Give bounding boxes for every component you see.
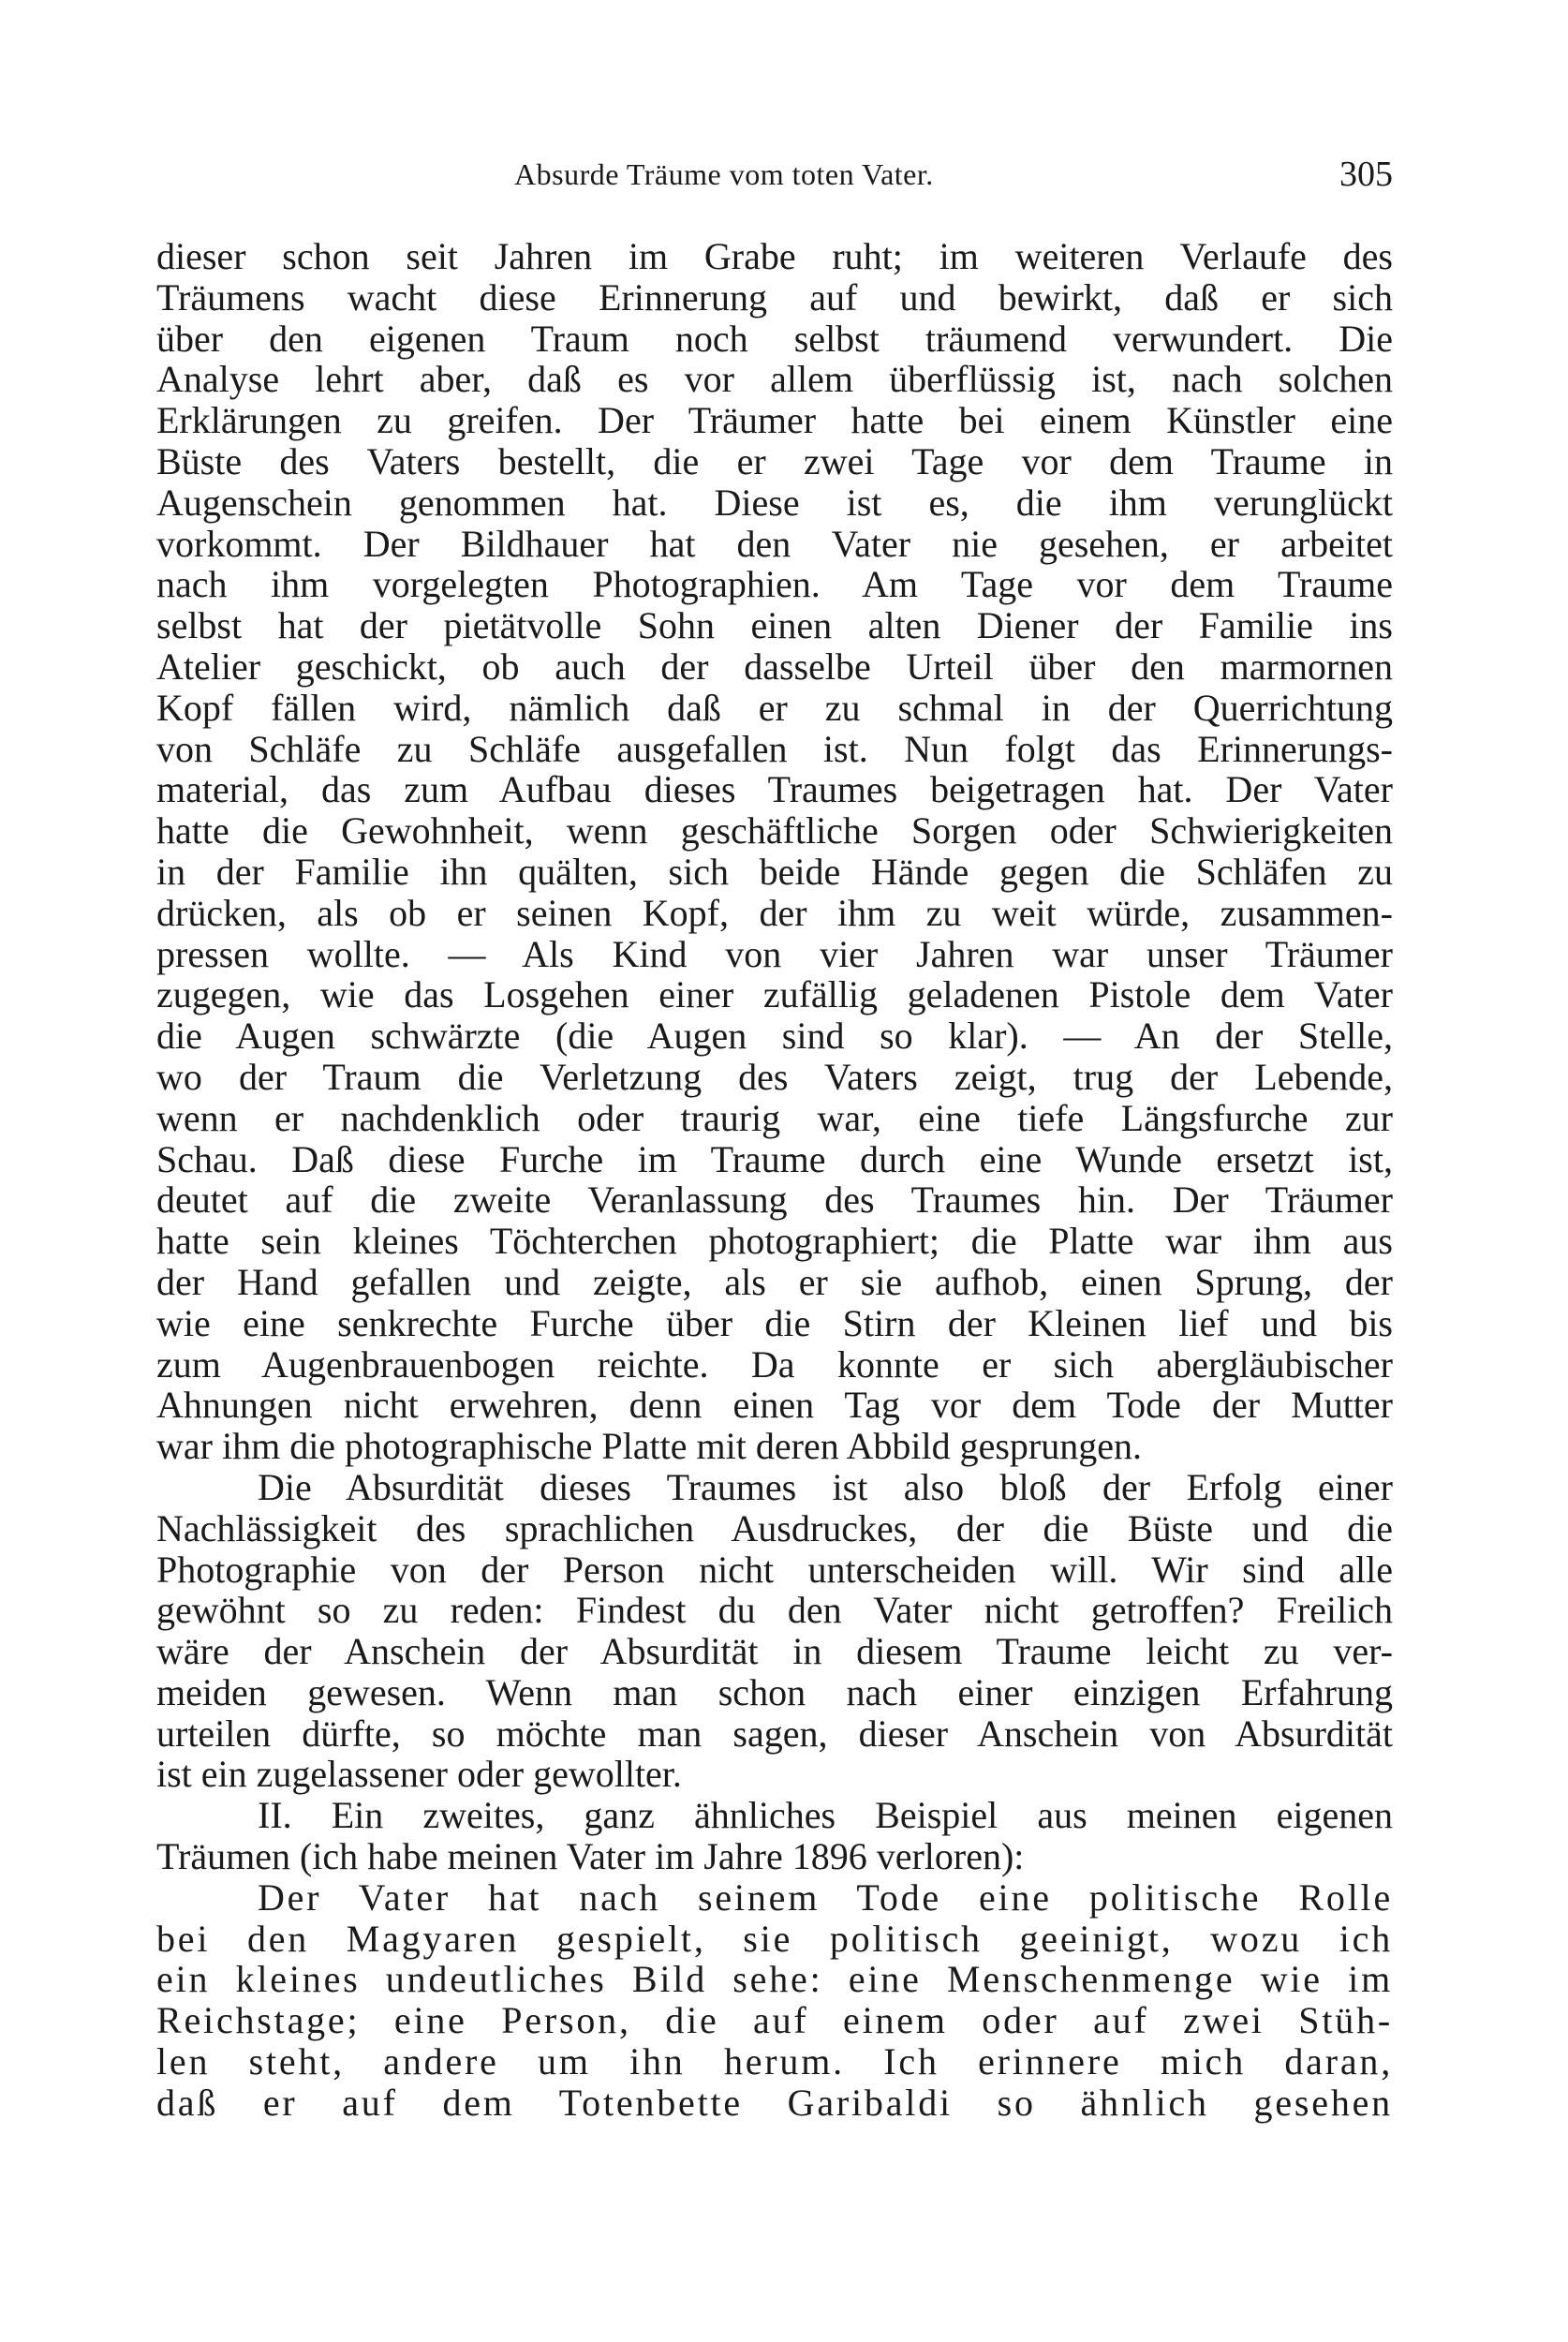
- text-line: Photographie von der Person nicht unterscheiden will. Wir sind alle: [156, 1548, 1393, 1591]
- text-line: pressen wollte. — Als Kind von vier Jahren war unser Träumer: [156, 932, 1393, 975]
- paragraph-3: [156, 1795, 1393, 1877]
- page-number: 305: [1339, 155, 1393, 194]
- text-line: hatte sein kleines Töchterchen photographiert; die Platte war ihm aus: [156, 1220, 1393, 1263]
- text-line: Träumens wacht diese Erinnerung auf und bewirkt, daß er sich: [156, 275, 1393, 319]
- page-header: [156, 157, 1393, 204]
- text-line: II. Ein zweites, ganz ähnliches Beispiel aus meinen eigenen: [258, 1794, 1393, 1837]
- text-line: Atelier geschickt, ob auch der dasselbe Urteil über den marmornen: [156, 645, 1393, 688]
- text-line: deutet auf die zweite Veranlassung des Traumes hin. Der Träumer: [156, 1178, 1393, 1222]
- text-line: wäre der Anschein der Absurdität in diesem Traume leicht zu ver-: [156, 1630, 1393, 1673]
- paragraph-1: [156, 236, 1393, 1467]
- text-line: wo der Traum die Verletzung des Vaters zeigt, trug der Lebende,: [156, 1055, 1393, 1098]
- paragraph-2: [156, 1467, 1393, 1795]
- text-line: zum Augenbrauenbogen reichte. Da konnte er sich abergläubischer: [156, 1342, 1393, 1386]
- text-line: die Augen schwärzte (die Augen sind so klar). — An der Stelle,: [156, 1015, 1393, 1058]
- text-line: wie eine senkrechte Furche über die Stirn der Kleinen lief und bis: [156, 1301, 1393, 1344]
- text-line: selbst hat der pietätvolle Sohn einen alten Diener der Familie ins: [156, 604, 1393, 647]
- text-line: in der Familie ihn quälten, sich beide Hände gegen die Schläfen zu: [156, 850, 1393, 893]
- text-line: gewöhnt so zu reden: Findest du den Vater nicht getroffen? Freilich: [156, 1589, 1393, 1632]
- text-line: wenn er nachdenklich oder traurig war, eine tiefe Längsfurche zur: [156, 1096, 1393, 1139]
- text-line: Nachlässigkeit des sprachlichen Ausdruckes, der die Büste und die: [156, 1506, 1393, 1549]
- text-line: von Schläfe zu Schläfe ausgefallen ist. Nun folgt das Erinnerungs-: [156, 727, 1393, 770]
- text-line: vorkommt. Der Bildhauer hat den Vater nie gesehen, er arbeitet: [156, 522, 1393, 565]
- text-line: Erklärungen zu greifen. Der Träumer hatte bei einem Künstler eine: [156, 399, 1393, 442]
- text-line: material, das zum Aufbau dieses Traumes beigetragen hat. Der Vater: [156, 768, 1393, 811]
- text-line: daß er auf dem Totenbette Garibaldi so ähnlich gesehen: [156, 2081, 1393, 2124]
- running-head: Absurde Träume vom toten Vater.: [514, 157, 934, 191]
- text-line: len steht, andere um ihn herum. Ich erinnere mich daran,: [156, 2040, 1393, 2083]
- text-line: war ihm die photographische Platte mit deren Abbild gesprungen.: [156, 1425, 1142, 1468]
- text-line: Analyse lehrt aber, daß es vor allem überflüssig ist, nach solchen: [156, 358, 1393, 401]
- text-line: Ahnungen nicht erwehren, denn einen Tag vor dem Tode der Mutter: [156, 1384, 1393, 1427]
- text-line: ein kleines undeutliches Bild sehe: eine Menschenmenge wie im: [156, 1958, 1393, 2001]
- text-line: ist ein zugelassener oder gewollter.: [156, 1753, 682, 1796]
- text-line: der Hand gefallen und zeigte, als er sie aufhob, einen Sprung, der: [156, 1260, 1393, 1303]
- text-line: bei den Magyaren gespielt, sie politisch geeinigt, wozu ich: [156, 1917, 1393, 1960]
- text-line: Augenschein genommen hat. Diese ist es, die ihm verunglückt: [156, 481, 1393, 524]
- text-line: Die Absurdität dieses Traumes ist also bloß der Erfolg einer: [258, 1465, 1393, 1508]
- text-line: zugegen, wie das Losgehen einer zufällig geladenen Pistole dem Vater: [156, 973, 1393, 1016]
- text-line: meiden gewesen. Wenn man schon nach einer einzigen Erfahrung: [156, 1670, 1393, 1713]
- text-line: Schau. Daß diese Furche im Traume durch eine Wunde ersetzt ist,: [156, 1137, 1393, 1180]
- text-line: über den eigenen Traum noch selbst träumend verwundert. Die: [156, 317, 1393, 360]
- text-line: Büste des Vaters bestellt, die er zwei Tage vor dem Traume in: [156, 439, 1393, 482]
- text-line: urteilen dürfte, so möchte man sagen, dieser Anschein von Absurdität: [156, 1712, 1393, 1755]
- text-line: hatte die Gewohnheit, wenn geschäftliche Sorgen oder Schwierigkeiten: [156, 809, 1393, 852]
- dream-report-paragraph: [156, 1877, 1393, 2124]
- body-text: [156, 236, 1393, 2124]
- text-line: nach ihm vorgelegten Photographien. Am Tage vor dem Traume: [156, 563, 1393, 606]
- text-line: Träumen (ich habe meinen Vater im Jahre 1896 verloren):: [156, 1835, 1025, 1878]
- text-line: Reichstage; eine Person, die auf einem oder auf zwei Stüh-: [156, 1999, 1393, 2042]
- text-line: Kopf fällen wird, nämlich daß er zu schmal in der Querrichtung: [156, 686, 1393, 729]
- text-line: dieser schon seit Jahren im Grabe ruht; im weiteren Verlaufe des: [156, 235, 1393, 277]
- text-line: Der Vater hat nach seinem Tode eine politische Rolle: [258, 1875, 1393, 1919]
- text-line: drücken, als ob er seinen Kopf, der ihm zu weit würde, zusammen-: [156, 891, 1393, 934]
